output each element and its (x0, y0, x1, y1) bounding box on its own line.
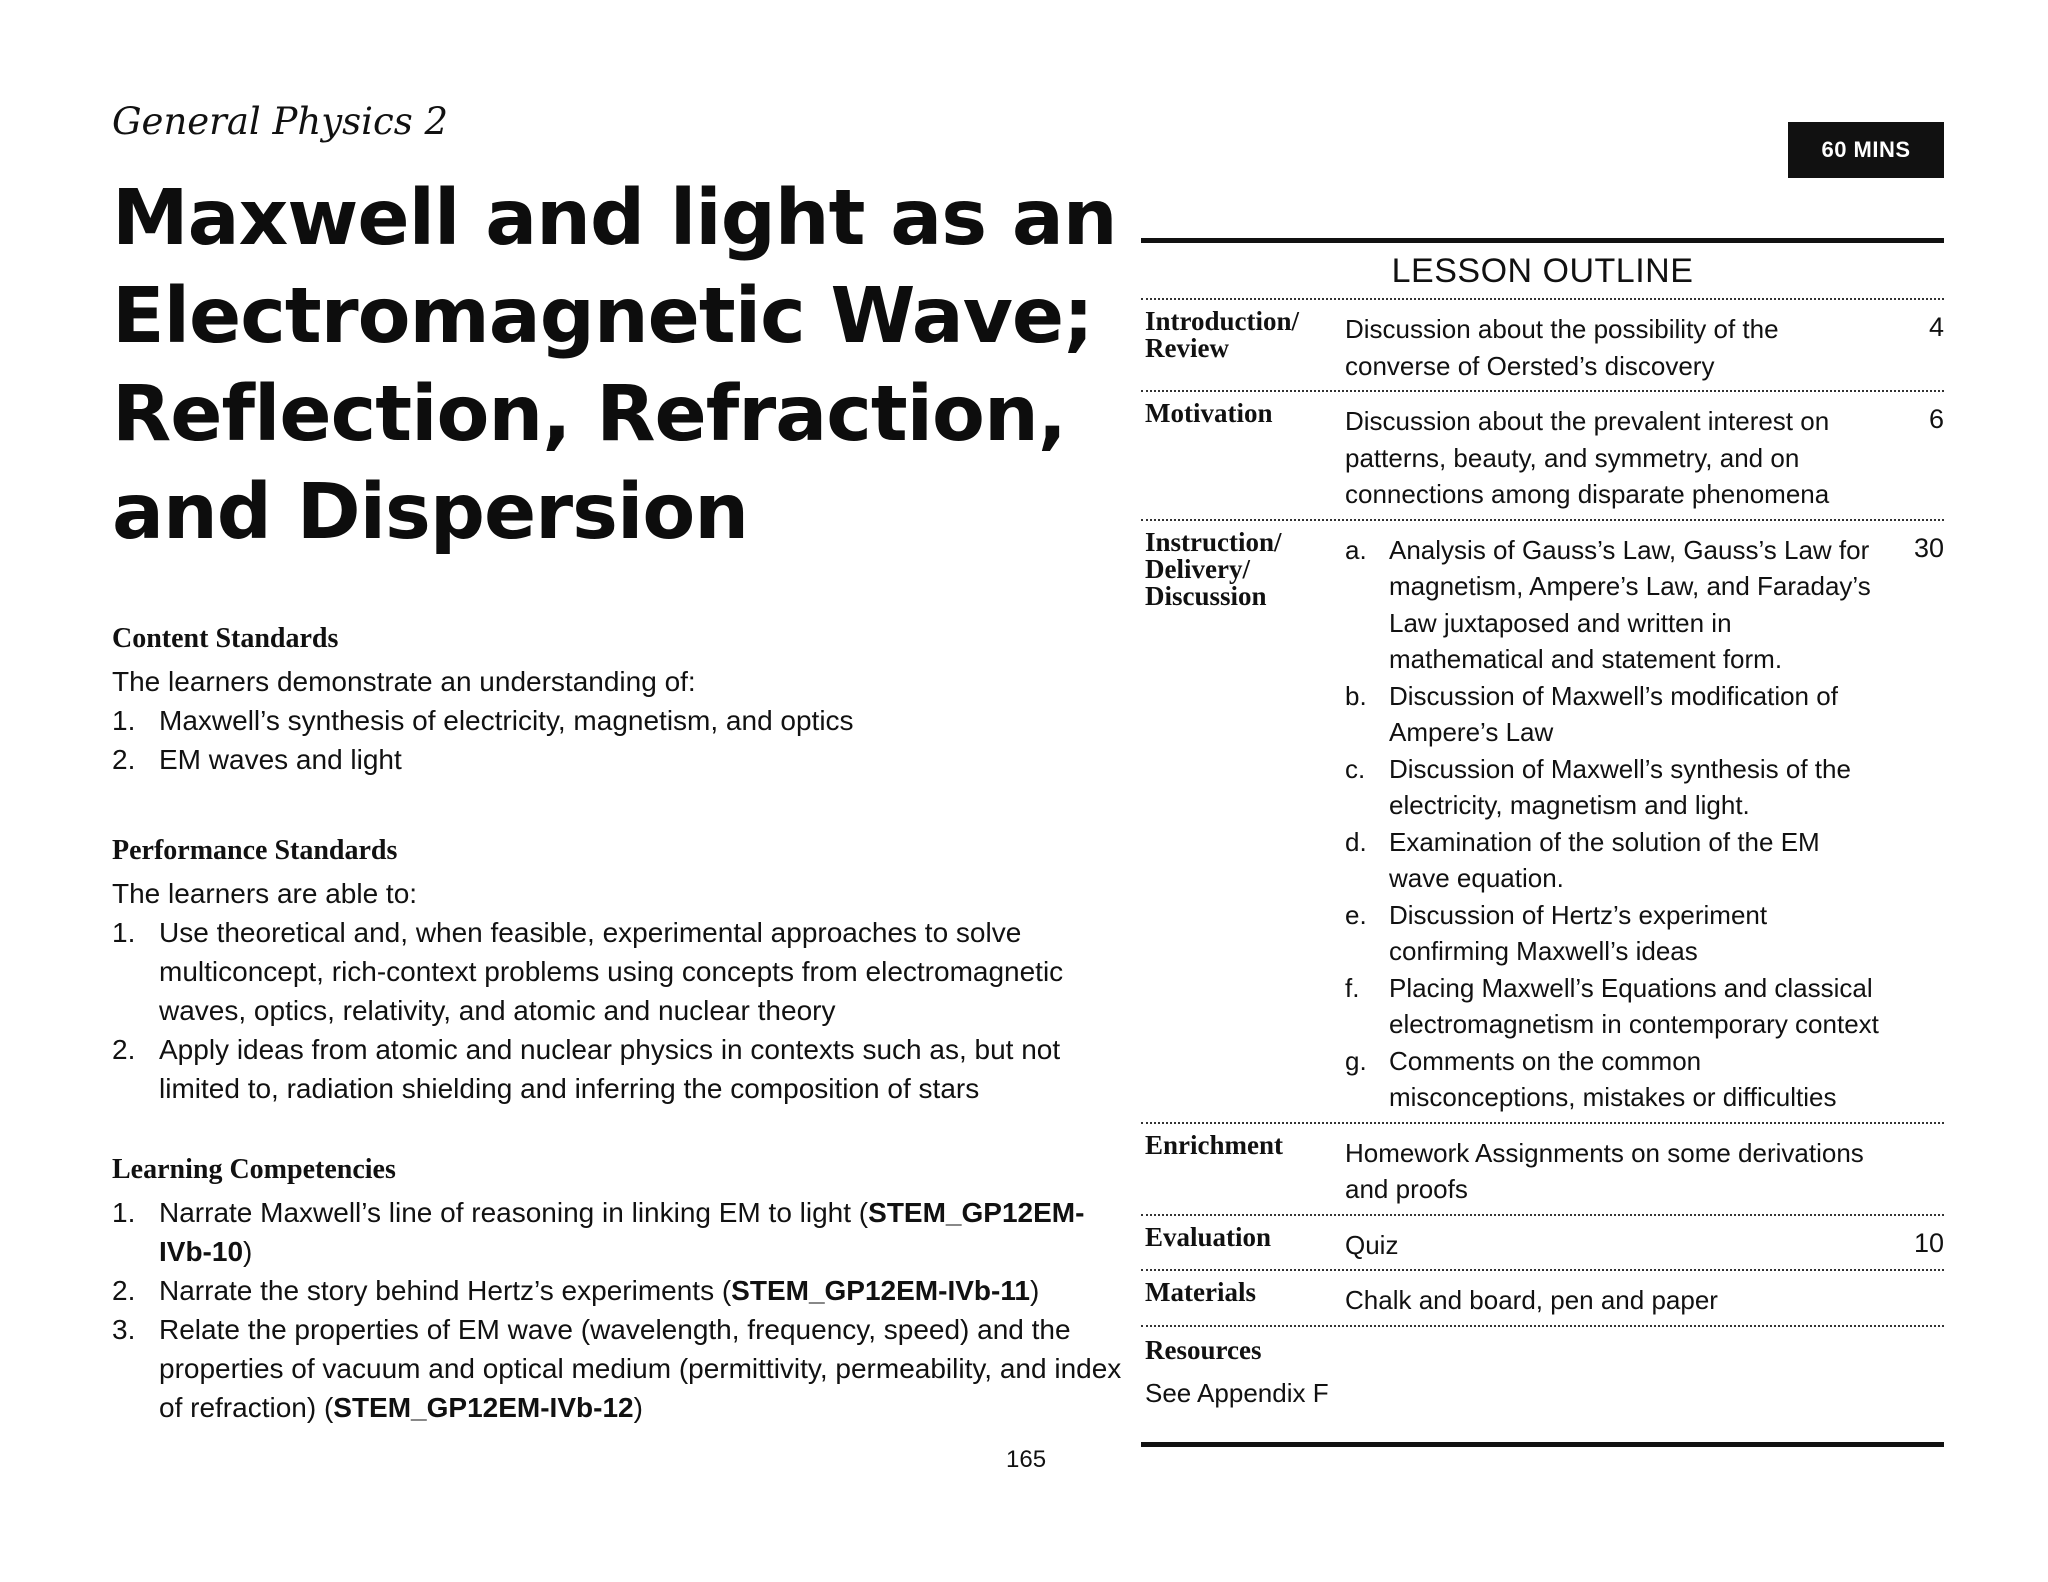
resources-row (1141, 1325, 1944, 1411)
row-description: Quiz (1345, 1229, 1399, 1260)
lesson-outline-table (1141, 298, 1944, 1411)
learning-competencies-heading: Learning Competencies (112, 1154, 396, 1185)
row-minutes: 10 (1913, 1227, 1944, 1258)
list-item: 2. Apply ideas from atomic and nuclear physics in contexts such as, but not limited to, radiation shielding and inferring the composition of stars (112, 1034, 1061, 1104)
list-item: 1. Use theoretical and, when feasible, experimental approaches to solve multiconcept, rich-context problems using concepts from electromagnetic waves, optics, relativity, and atomic and nuclear theory (112, 917, 1064, 1026)
resources-value: See Appendix F (1145, 1377, 1329, 1408)
row-description: Chalk and board, pen and paper (1345, 1285, 1718, 1315)
list-item: d. Examination of the solution of the EM wave equation. (1345, 826, 1820, 893)
row-label: Introduction/ Review (1145, 306, 1300, 363)
list-item: c. Discussion of Maxwell’s synthesis of the electricity, magnetism and light. (1345, 753, 1851, 820)
list-item: 1. Narrate Maxwell’s line of reasoning in linking EM to light (STEM_GP12EM-IVb-10) (112, 1197, 1085, 1267)
table-row (1141, 519, 1944, 1122)
row-label: Instruction/ Delivery/ Discussion (1145, 526, 1282, 611)
lesson-outline-heading: LESSON OUTLINE (1391, 252, 1694, 290)
subject-title: General Physics 2 (112, 100, 448, 143)
page-number: 165 (1006, 1446, 1047, 1473)
list-item: a. Analysis of Gauss’s Law, Gauss’s Law for magnetism, Ampere’s Law, and Faraday’s Law juxtaposed and written in mathematical and statement form. (1345, 534, 1871, 674)
performance-standards-intro: The learners are able to: (112, 878, 418, 909)
top-divider (1141, 238, 1944, 243)
list-item: 2. Narrate the story behind Hertz’s experiments (STEM_GP12EM-IVb-11) (112, 1275, 1040, 1306)
row-description: Discussion about the possibility of the converse of Oersted’s discovery (1345, 314, 1779, 381)
page-title: Maxwell and light as an Electromagnetic Wave; Reflection, Refraction, and Dispersion (112, 174, 1117, 557)
table-row (1141, 298, 1944, 390)
row-description: Discussion about the prevalent interest on patterns, beauty, and symmetry, and on connections among disparate phenomena (1345, 406, 1830, 509)
list-item: b. Discussion of Maxwell’s modification of Ampere’s Law (1345, 680, 1838, 747)
list-item: 3. Relate the properties of EM wave (wavelength, frequency, speed) and the properties of vacuum and optical medium (permittivity, permeability, and index of refraction) (STEM_GP12EM-IVb-12) (112, 1314, 1122, 1423)
table-row (1141, 1122, 1944, 1214)
list-item: g. Comments on the common misconceptions, mistakes or difficulties (1345, 1045, 1837, 1112)
list-item: 1. Maxwell’s synthesis of electricity, magnetism, and optics (112, 705, 854, 736)
performance-standards-section (112, 834, 1122, 1108)
content-standards-intro: The learners demonstrate an understanding of: (112, 666, 696, 697)
list-item: f. Placing Maxwell’s Equations and classical electromagnetism in contemporary context (1345, 972, 1879, 1039)
row-minutes: 4 (1928, 312, 1944, 342)
row-minutes: 30 (1913, 532, 1944, 563)
list-item: e. Discussion of Hertz’s experiment confirming Maxwell’s ideas (1345, 899, 1768, 966)
bottom-divider (1141, 1442, 1944, 1447)
table-row (1141, 1214, 1944, 1270)
duration-badge: 60 MINS (1788, 122, 1944, 178)
learning-competencies-section (112, 1153, 1122, 1427)
row-minutes: 6 (1928, 404, 1944, 434)
row-label: Evaluation (1145, 1221, 1272, 1252)
row-label: Enrichment (1145, 1129, 1283, 1160)
table-row (1141, 390, 1944, 519)
resources-label: Resources (1145, 1334, 1262, 1365)
competency-code: STEM_GP12EM-IVb-11 (731, 1275, 1030, 1306)
row-description (1345, 521, 1944, 1122)
content-standards-heading: Content Standards (112, 623, 339, 654)
performance-standards-heading: Performance Standards (112, 835, 398, 866)
competency-code: STEM_GP12EM-IVb-10 (159, 1197, 1085, 1267)
row-label: Motivation (1145, 398, 1273, 428)
table-row (1141, 1269, 1944, 1325)
row-description: Homework Assignments on some derivations and proofs (1345, 1137, 1864, 1204)
list-item: 2. EM waves and light (112, 744, 402, 775)
content-standards-section (112, 622, 1122, 779)
competency-code: STEM_GP12EM-IVb-12 (333, 1392, 634, 1423)
row-label: Materials (1145, 1277, 1256, 1307)
